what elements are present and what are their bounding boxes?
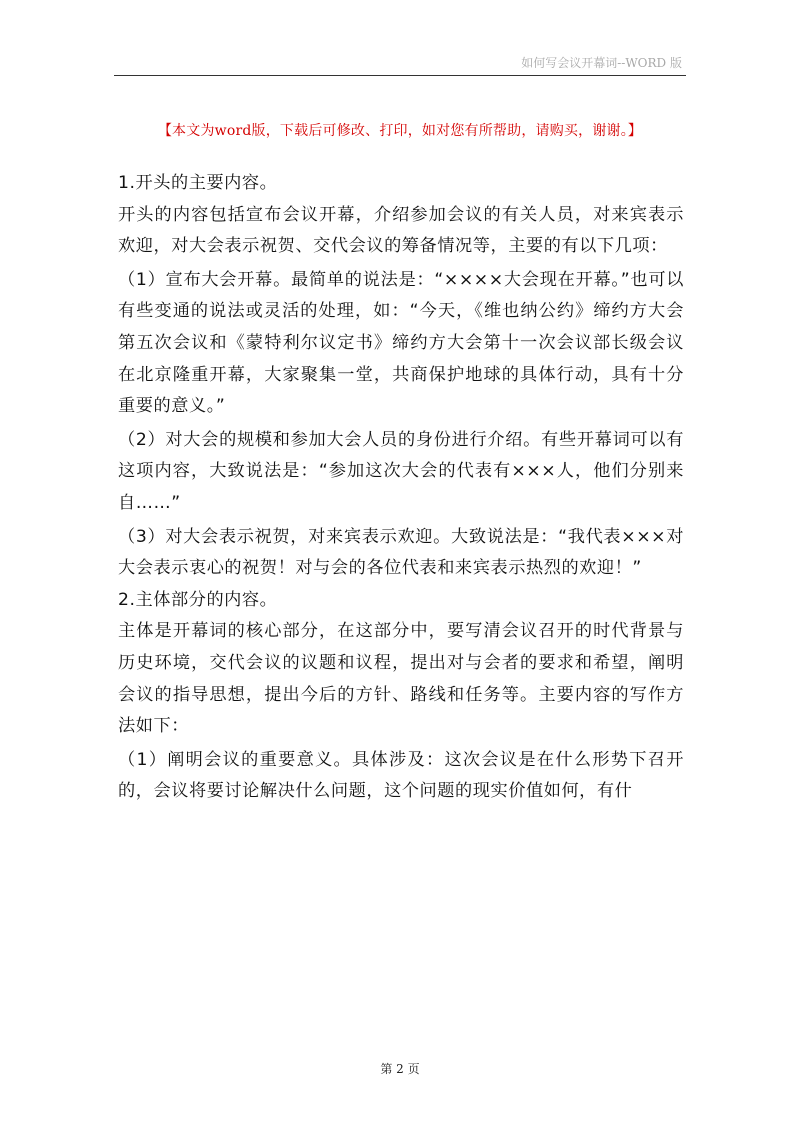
paragraph-item-introduce: （2）对大会的规模和参加大会人员的身份进行介绍。有些开幕词可以有这项内容，大致说法是：“参加这次大会的代表有×××人，他们分别来自……” — [118, 429, 684, 513]
running-header: 如何写会议开幕词--WORD 版 — [521, 56, 682, 70]
section-heading-body: 2.主体部分的内容。 — [118, 589, 278, 610]
paragraph-item-announce: （1）宣布大会开幕。最简单的说法是：“××××大会现在开幕。”也可以有些变通的说法或灵活的处理，如：“今天，《维也纳公约》缔约方大会第五次会议和《蒙特利尔议定书》缔约方大会第十一次会议部长级会议在北京隆重开幕，大家聚集一堂，共商保护地球的具体行动，具有十分重要的意义。” — [118, 269, 684, 417]
body-text — [118, 168, 684, 808]
paragraph-opening-intro: 开头的内容包括宣布会议开幕，介绍参加会议的有关人员，对来宾表示欢迎，对大会表示祝贺、交代会议的筹备情况等，主要的有以下几项： — [118, 204, 684, 257]
purchase-notice: 【本文为word版，下载后可修改、打印，如对您有所帮助，请购买，谢谢。】 — [157, 123, 643, 139]
paragraph-body-intro: 主体是开幕词的核心部分，在这部分中，要写清会议召开的时代背景与历史环境，交代会议的议题和议程，提出对与会者的要求和希望，阐明会议的指导思想，提出今后的方针、路线和任务等。主要内容的写作方法如下： — [118, 621, 684, 737]
page-number: 第 2 页 — [380, 1062, 420, 1076]
section-heading-opening: 1.开头的主要内容。 — [118, 173, 278, 193]
paragraph-item-congratulate: （3）对大会表示祝贺，对来宾表示欢迎。大致说法是：“我代表×××对大会表示衷心的祝贺！对与会的各位代表和来宾表示热烈的欢迎！” — [118, 526, 684, 579]
header-divider — [114, 75, 686, 76]
paragraph-item-significance: （1）阐明会议的重要意义。具体涉及：这次会议是在什么形势下召开的，会议将要讨论解决什么问题，这个问题的现实价值如何，有什 — [118, 749, 684, 802]
